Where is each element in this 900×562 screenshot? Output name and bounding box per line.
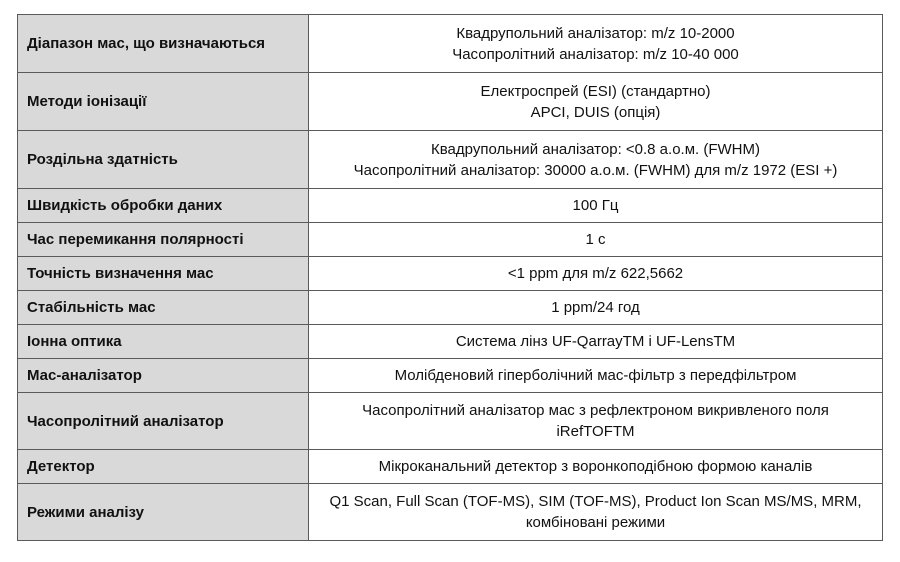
value-line: Q1 Scan, Full Scan (TOF-MS), SIM (TOF-MS), Product Ion Scan MS/MS, MRM,: [329, 493, 862, 510]
table-row: [18, 325, 883, 359]
row-label: Стабільність мас: [18, 291, 309, 325]
value-line: Часопролітний аналізатор: 30000 а.о.м. (FWHM) для m/z 1972 (ESI +): [353, 161, 838, 179]
value-line: Квадрупольний аналізатор: m/z 10-2000: [456, 24, 735, 42]
row-value: [309, 131, 883, 189]
table-row: [18, 393, 883, 450]
row-value: [309, 393, 883, 450]
row-value: [309, 73, 883, 131]
table-row: [18, 131, 883, 189]
row-value: [309, 15, 883, 73]
table-row: [18, 359, 883, 393]
table-row: [18, 189, 883, 223]
row-label: Іонна оптика: [18, 325, 309, 359]
row-label: Методи іонізації: [18, 73, 309, 131]
value-line: Молібденовий гіперболічний мас-фільтр з передфільтром: [394, 367, 797, 384]
value-line: 100 Гц: [572, 197, 619, 214]
row-label: Детектор: [18, 450, 309, 484]
value-line: Система лінз UF-QarrayTM і UF-LensTM: [455, 333, 736, 350]
value-line: Мікроканальний детектор з воронкоподібною формою каналів: [378, 458, 813, 475]
row-value: [309, 484, 883, 541]
row-label: Час перемикання полярності: [18, 223, 309, 257]
table-row: [18, 450, 883, 484]
value-line: 1 ppm/24 год: [551, 299, 640, 316]
row-label: Діапазон мас, що визначаються: [18, 15, 309, 73]
value-line: 1 с: [585, 231, 606, 248]
row-label: Точність визначення мас: [18, 257, 309, 291]
table-row: [18, 73, 883, 131]
row-label: Режими аналізу: [18, 484, 309, 541]
row-value: [309, 325, 883, 359]
row-value: [309, 450, 883, 484]
row-value: [309, 291, 883, 325]
table-row: [18, 484, 883, 541]
table-row: [18, 257, 883, 291]
row-value: [309, 189, 883, 223]
value-line: <1 ppm для m/z 622,5662: [507, 265, 684, 282]
row-value: [309, 359, 883, 393]
spec-table: [17, 14, 883, 541]
value-line: Часопролітний аналізатор: m/z 10-40 000: [452, 45, 739, 63]
value-line: комбіновані режими: [525, 514, 666, 531]
row-label: Мас-аналізатор: [18, 359, 309, 393]
table-row: [18, 291, 883, 325]
row-label: Часопролітний аналізатор: [18, 393, 309, 450]
table-row: [18, 223, 883, 257]
value-line: Електроспрей (ESI) (стандартно): [480, 82, 711, 100]
row-label: Роздільна здатність: [18, 131, 309, 189]
value-line: Часопролітний аналізатор мас з рефлектроном викривленого поля: [362, 402, 829, 419]
row-value: [309, 257, 883, 291]
row-value: [309, 223, 883, 257]
table-row: [18, 15, 883, 73]
row-label: Швидкість обробки даних: [18, 189, 309, 223]
value-line: APCI, DUIS (опція): [530, 103, 661, 121]
value-line: iRefTOFTM: [556, 423, 635, 440]
value-line: Квадрупольний аналізатор: <0.8 а.о.м. (FWHM): [431, 140, 760, 158]
